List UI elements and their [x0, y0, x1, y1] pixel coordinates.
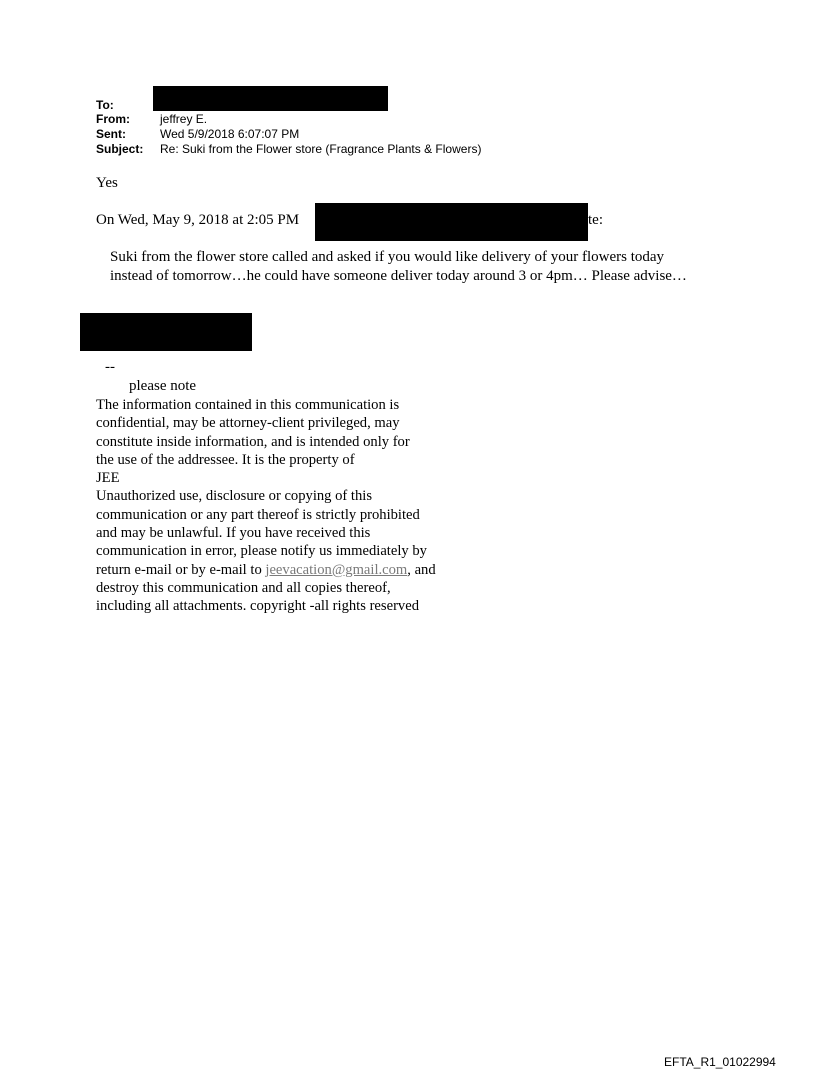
signature-note: please note [129, 378, 197, 394]
redaction-sender [315, 203, 588, 241]
reply-text: Yes [96, 175, 118, 191]
disclaimer-line: communication or any part thereof is strictly prohibited [96, 506, 420, 523]
to-label: To: [96, 98, 114, 112]
disclaimer-line: JEE [96, 470, 120, 487]
disclaimer-line: including all attachments. copyright -all rights reserved [96, 598, 419, 615]
redaction-to [153, 86, 388, 111]
sent-label: Sent: [96, 127, 126, 141]
disclaimer [96, 396, 476, 616]
email-line-suffix: , and [407, 561, 436, 578]
email-line-prefix: return e-mail or by e-mail to [96, 561, 266, 578]
disclaimer-line: Unauthorized use, disclosure or copying of this [96, 488, 373, 505]
disclaimer-line: confidential, may be attorney-client privileged, may [96, 415, 400, 432]
disclaimer-line: the use of the addressee. It is the property of [96, 451, 355, 468]
disclaimer-line: communication in error, please notify us immediately by [96, 543, 427, 560]
subject-label: Subject: [96, 142, 144, 156]
disclaimer-line: The information contained in this communication is [96, 397, 400, 413]
disclaimer-email-line [96, 561, 476, 579]
disclaimer-line: and may be unlawful. If you have received this [96, 525, 371, 542]
email-link[interactable]: jeevacation@gmail.com [265, 561, 408, 578]
quoted-intro-suffix: te: [588, 212, 603, 228]
disclaimer-line: destroy this communication and all copies thereof, [96, 579, 391, 596]
redaction-signature [80, 313, 252, 351]
subject-value: Re: Suki from the Flower store (Fragrance Plants & Flowers) [160, 142, 482, 156]
quoted-message: Suki from the flower store called and asked if you would like delivery of your flowers today instead of tomorrow…he could have someone deliver today around 3 or 4pm… Please advise… [110, 249, 687, 284]
from-label: From: [96, 112, 130, 126]
from-value: jeffrey E. [160, 112, 208, 126]
signature-separator: -- [105, 359, 115, 375]
sent-value: Wed 5/9/2018 6:07:07 PM [160, 127, 300, 141]
disclaimer-line: constitute inside information, and is intended only for [96, 433, 410, 450]
quoted-intro-prefix: On Wed, May 9, 2018 at 2:05 PM [96, 212, 300, 228]
document-id: EFTA_R1_01022994 [664, 1055, 776, 1069]
